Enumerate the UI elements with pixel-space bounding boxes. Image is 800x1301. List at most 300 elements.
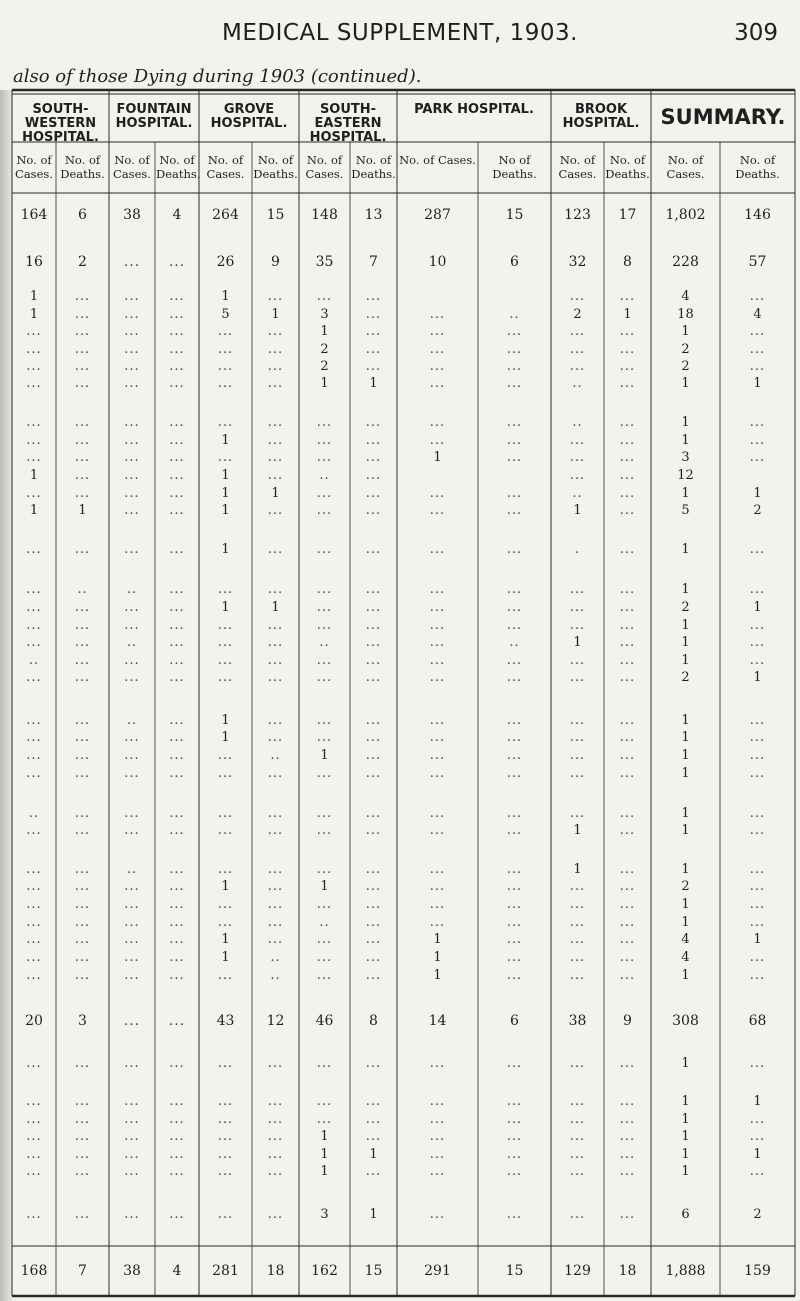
table-cell: ...: [124, 879, 140, 894]
table-cell: ...: [429, 713, 446, 728]
table-cell: ...: [169, 1094, 185, 1109]
table-cell: ...: [316, 823, 333, 838]
table-cell: 1: [271, 486, 280, 501]
table-cell: 1: [681, 415, 690, 430]
table-cell: 1,888: [665, 1263, 706, 1279]
table-cell: 6: [681, 1207, 690, 1222]
table-cell: ...: [619, 415, 636, 430]
table-cell: 1: [681, 1129, 690, 1144]
table-cell: ...: [169, 582, 185, 597]
table-cell: 1: [681, 653, 690, 668]
table-cell: ...: [169, 1056, 185, 1071]
table-cell: 2: [320, 359, 329, 374]
table-cell: ...: [619, 376, 636, 391]
table-cell: ...: [26, 1112, 42, 1127]
table-cell: ...: [316, 766, 333, 781]
table-cell: ...: [316, 503, 333, 518]
table-cell: ...: [74, 542, 91, 557]
table-cell: 6: [510, 254, 519, 270]
table-cell: ..: [270, 950, 281, 965]
table-cell: ...: [267, 1112, 284, 1127]
table-cell: ...: [365, 1164, 382, 1179]
table-cell: ...: [569, 433, 586, 448]
table-cell: ...: [267, 766, 284, 781]
table-cell: ...: [429, 433, 446, 448]
table-cell: ...: [429, 915, 446, 930]
table-cell: 1: [78, 503, 87, 518]
table-cell: ...: [619, 1147, 636, 1162]
table-cell: ...: [506, 359, 523, 374]
table-cell: ...: [26, 713, 42, 728]
table-cell: ...: [74, 324, 91, 339]
table-cell: ...: [169, 635, 185, 650]
table-cell: ...: [365, 730, 382, 745]
table-cell: ...: [749, 915, 766, 930]
table-cell: ...: [169, 713, 185, 728]
table-cell: 5: [221, 307, 230, 322]
table-cell: ...: [619, 503, 636, 518]
table-cell: ...: [365, 503, 382, 518]
column-header: No. of Deaths.: [605, 153, 650, 181]
table-cell: ...: [429, 635, 446, 650]
table-cell: .: [574, 542, 581, 557]
table-cell: ...: [365, 468, 382, 483]
table-cell: ...: [365, 618, 382, 633]
table-cell: ...: [365, 450, 382, 465]
table-cell: ...: [569, 342, 586, 357]
table-cell: ...: [267, 450, 284, 465]
table-cell: ...: [316, 713, 333, 728]
table-cell: 14: [428, 1013, 447, 1029]
table-cell: ...: [26, 618, 42, 633]
table-cell: ...: [569, 1094, 586, 1109]
table-cell: ...: [569, 289, 586, 304]
table-cell: ...: [26, 450, 42, 465]
table-cell: ...: [365, 635, 382, 650]
table-cell: ...: [74, 1129, 91, 1144]
table-cell: ...: [26, 730, 42, 745]
table-cell: ..: [319, 915, 330, 930]
table-cell: ...: [506, 1207, 523, 1222]
table-cell: ...: [429, 862, 446, 877]
table-cell: 1: [681, 730, 690, 745]
table-cell: ...: [124, 1207, 140, 1222]
table-cell: ...: [217, 1207, 234, 1222]
table-cell: 4: [172, 1263, 182, 1279]
table-cell: ...: [124, 670, 140, 685]
table-cell: 264: [212, 207, 239, 223]
table-cell: ...: [169, 1207, 185, 1222]
table-cell: ...: [619, 1207, 636, 1222]
table-cell: 4: [681, 950, 690, 965]
page-title: MEDICAL SUPPLEMENT, 1903.: [222, 20, 578, 46]
table-cell: 2: [753, 1207, 762, 1222]
table-cell: 1: [320, 1129, 329, 1144]
column-header: No. of Cases.: [558, 153, 597, 181]
table-cell: ...: [429, 748, 446, 763]
table-cell: ...: [169, 1129, 185, 1144]
table-cell: ...: [506, 376, 523, 391]
table-cell: ...: [124, 1112, 140, 1127]
table-cell: 43: [216, 1013, 235, 1029]
table-cell: 12: [677, 468, 694, 483]
table-cell: ..: [509, 307, 520, 322]
table-cell: 287: [424, 207, 451, 223]
table-cell: 2: [753, 503, 762, 518]
table-cell: ...: [124, 376, 140, 391]
table-cell: ...: [267, 324, 284, 339]
table-cell: ...: [429, 582, 446, 597]
table-cell: ...: [316, 618, 333, 633]
table-cell: ...: [26, 542, 42, 557]
table-cell: ...: [169, 766, 185, 781]
table-cell: ...: [74, 1207, 91, 1222]
table-cell: ...: [26, 897, 42, 912]
table-cell: 6: [510, 1013, 519, 1029]
table-cell: 1: [681, 713, 690, 728]
table-cell: ...: [316, 730, 333, 745]
table-cell: ...: [365, 806, 382, 821]
table-cell: 1: [221, 503, 230, 518]
table-cell: ...: [267, 415, 284, 430]
table-cell: ...: [365, 1112, 382, 1127]
table-cell: 1: [681, 1094, 690, 1109]
table-cell: ...: [168, 1013, 186, 1029]
table-cell: ...: [74, 713, 91, 728]
table-cell: 12: [266, 1013, 285, 1029]
table-cell: ...: [506, 450, 523, 465]
table-cell: ...: [619, 1112, 636, 1127]
table-cell: ...: [619, 635, 636, 650]
table-cell: 1: [433, 968, 442, 983]
table-cell: ...: [506, 806, 523, 821]
table-cell: 4: [753, 307, 762, 322]
table-cell: ...: [267, 376, 284, 391]
table-cell: ...: [217, 324, 234, 339]
table-cell: 10: [428, 254, 447, 270]
table-cell: 1: [681, 915, 690, 930]
table-cell: ...: [26, 950, 42, 965]
hospital-header: SOUTH-WESTERN HOSPITAL.: [22, 102, 99, 145]
table-cell: 38: [568, 1013, 587, 1029]
table-cell: ...: [74, 748, 91, 763]
table-cell: ..: [319, 468, 330, 483]
table-cell: ...: [506, 653, 523, 668]
table-cell: ...: [124, 653, 140, 668]
table-cell: ...: [74, 1147, 91, 1162]
table-cell: ...: [316, 932, 333, 947]
table-cell: ...: [749, 618, 766, 633]
table-cell: ...: [506, 486, 523, 501]
table-cell: 1: [753, 376, 762, 391]
table-cell: ...: [267, 730, 284, 745]
table-cell: ...: [316, 1094, 333, 1109]
table-cell: ...: [267, 342, 284, 357]
table-cell: ...: [619, 932, 636, 947]
table-cell: ...: [429, 1164, 446, 1179]
table-cell: ...: [749, 359, 766, 374]
table-cell: ...: [365, 897, 382, 912]
table-cell: ...: [217, 450, 234, 465]
table-cell: ...: [569, 450, 586, 465]
table-cell: 16: [25, 254, 43, 270]
table-cell: ...: [124, 730, 140, 745]
table-cell: ...: [429, 542, 446, 557]
table-cell: ...: [749, 635, 766, 650]
table-cell: 1: [753, 670, 762, 685]
table-cell: 1: [29, 307, 39, 322]
table-cell: ...: [74, 618, 91, 633]
table-cell: 1: [681, 486, 690, 501]
table-cell: ...: [569, 730, 586, 745]
column-header: No. of Deaths.: [156, 153, 201, 181]
table-cell: ...: [267, 897, 284, 912]
table-cell: ...: [429, 879, 446, 894]
table-cell: 1: [753, 932, 762, 947]
table-cell: ...: [169, 503, 185, 518]
table-cell: ...: [74, 1112, 91, 1127]
table-cell: ...: [365, 670, 382, 685]
table-cell: ...: [506, 730, 523, 745]
table-cell: ...: [749, 342, 766, 357]
table-cell: 228: [672, 254, 699, 270]
table-cell: 1: [681, 1112, 690, 1127]
table-cell: ...: [74, 635, 91, 650]
table-cell: ...: [74, 730, 91, 745]
table-cell: ...: [569, 713, 586, 728]
table-cell: ...: [365, 324, 382, 339]
table-cell: ...: [619, 289, 636, 304]
table-cell: 291: [424, 1263, 451, 1279]
hospital-header: SUMMARY.: [660, 105, 786, 129]
table-cell: ...: [267, 932, 284, 947]
table-cell: ...: [365, 542, 382, 557]
table-cell: ...: [506, 915, 523, 930]
table-cell: ...: [316, 950, 333, 965]
caption-text: of those Dying during 1903 (continued).: [49, 66, 422, 87]
table-cell: ...: [74, 670, 91, 685]
column-header: No. of Deaths.: [253, 153, 298, 181]
table-cell: ...: [365, 1056, 382, 1071]
table-cell: ...: [749, 289, 766, 304]
table-cell: ...: [619, 823, 636, 838]
table-cell: ...: [74, 450, 91, 465]
table-cell: ...: [569, 897, 586, 912]
table-cell: ...: [429, 503, 446, 518]
table-cell: ...: [169, 359, 185, 374]
table-cell: 18: [677, 307, 694, 322]
table-cell: 1: [221, 713, 230, 728]
table-cell: ...: [619, 670, 636, 685]
table-cell: ...: [26, 1147, 42, 1162]
table-cell: 1: [681, 1147, 690, 1162]
table-cell: ...: [749, 823, 766, 838]
table-cell: ...: [619, 1129, 636, 1144]
table-cell: 1: [681, 823, 690, 838]
table-cell: ...: [619, 968, 636, 983]
table-cell: ...: [429, 1207, 446, 1222]
table-cell: 1: [320, 376, 329, 391]
table-cell: 57: [748, 254, 767, 270]
table-cell: 15: [505, 207, 524, 223]
table-cell: ..: [126, 713, 138, 728]
table-cell: ...: [506, 324, 523, 339]
table-cell: ...: [267, 618, 284, 633]
table-cell: ...: [619, 324, 636, 339]
table-cell: 159: [744, 1263, 771, 1279]
table-cell: ...: [569, 582, 586, 597]
table-cell: ...: [506, 415, 523, 430]
table-cell: ...: [26, 342, 42, 357]
table-cell: ...: [74, 289, 91, 304]
table-cell: 1: [681, 897, 690, 912]
table-cell: ...: [124, 748, 140, 763]
table-cell: ...: [26, 376, 42, 391]
table-cell: 1: [623, 307, 632, 322]
table-cell: ...: [124, 450, 140, 465]
table-cell: 9: [271, 254, 280, 270]
table-cell: ...: [74, 950, 91, 965]
table-cell: 3: [78, 1013, 87, 1029]
table-cell: 1: [221, 600, 230, 615]
table-cell: ...: [267, 635, 284, 650]
table-cell: ...: [217, 1164, 234, 1179]
table-cell: ...: [569, 670, 586, 685]
table-cell: ...: [365, 862, 382, 877]
table-cell: ..: [126, 862, 138, 877]
table-cell: ...: [169, 823, 185, 838]
table-cell: ...: [506, 862, 523, 877]
table-cell: ...: [619, 1056, 636, 1071]
table-cell: ...: [569, 359, 586, 374]
table-cell: ...: [74, 653, 91, 668]
table-cell: ...: [169, 324, 185, 339]
table-cell: ...: [267, 862, 284, 877]
table-cell: ...: [506, 950, 523, 965]
table-cell: ...: [169, 806, 185, 821]
table-cell: ...: [124, 1147, 140, 1162]
table-cell: 1: [681, 1164, 690, 1179]
table-cell: ...: [365, 1129, 382, 1144]
table-cell: ...: [749, 653, 766, 668]
table-cell: 6: [78, 207, 87, 223]
table-cell: ...: [316, 670, 333, 685]
table-cell: ...: [217, 897, 234, 912]
table-cell: ...: [569, 915, 586, 930]
table-cell: ...: [74, 823, 91, 838]
table-cell: ...: [169, 950, 185, 965]
table-cell: ...: [169, 342, 185, 357]
table-cell: ...: [124, 415, 140, 430]
table-cell: ...: [169, 748, 185, 763]
table-cell: 3: [320, 1207, 329, 1222]
column-header: No. of Cases.: [305, 153, 344, 181]
table-cell: ...: [506, 748, 523, 763]
table-cell: ...: [124, 1056, 140, 1071]
table-cell: ...: [749, 433, 766, 448]
table-cell: ...: [506, 503, 523, 518]
table-cell: ...: [429, 618, 446, 633]
table-cell: ...: [74, 1164, 91, 1179]
table-cell: ...: [506, 823, 523, 838]
table-cell: ...: [365, 342, 382, 357]
table-cell: ...: [506, 1094, 523, 1109]
table-cell: ...: [619, 1094, 636, 1109]
table-cell: 1: [221, 932, 230, 947]
table-cell: 7: [78, 1263, 87, 1279]
table-cell: ..: [126, 635, 138, 650]
table-cell: ...: [749, 1164, 766, 1179]
table-cell: ..: [572, 376, 583, 391]
table-cell: ...: [217, 1129, 234, 1144]
table-cell: ..: [77, 582, 88, 597]
table-cell: ...: [316, 289, 333, 304]
table-cell: ...: [217, 823, 234, 838]
table-cell: ...: [619, 1164, 636, 1179]
table-cell: ...: [26, 600, 42, 615]
table-cell: ...: [124, 968, 140, 983]
table-cell: ...: [124, 289, 140, 304]
table-cell: ...: [569, 950, 586, 965]
table-cell: 1: [681, 1056, 690, 1071]
table-cell: ...: [169, 433, 185, 448]
table-cell: 168: [20, 1263, 48, 1279]
table-cell: 1: [681, 806, 690, 821]
table-cell: 1: [221, 730, 230, 745]
table-cell: 3: [681, 450, 690, 465]
table-cell: 1: [221, 542, 230, 557]
table-cell: 46: [315, 1013, 334, 1029]
table-cell: ...: [124, 766, 140, 781]
table-cell: ...: [124, 950, 140, 965]
table-cell: ...: [365, 600, 382, 615]
table-cell: ...: [429, 806, 446, 821]
table-cell: ...: [169, 1147, 185, 1162]
table-cell: ...: [74, 766, 91, 781]
table-cell: ...: [365, 950, 382, 965]
table-cell: ...: [365, 582, 382, 597]
table-cell: ...: [316, 897, 333, 912]
table-cell: ...: [316, 415, 333, 430]
table-cell: ...: [619, 600, 636, 615]
table-cell: 26: [216, 254, 235, 270]
table-cell: 18: [618, 1263, 637, 1279]
table-cell: ...: [217, 1094, 234, 1109]
table-cell: ...: [749, 748, 766, 763]
table-cell: ...: [316, 1056, 333, 1071]
table-cell: 1: [573, 503, 582, 518]
table-cell: ...: [123, 1013, 141, 1029]
table-cell: ...: [365, 307, 382, 322]
table-cell: ...: [26, 1056, 42, 1071]
table-cell: ...: [749, 1112, 766, 1127]
table-cell: ...: [74, 806, 91, 821]
table-cell: ...: [217, 1056, 234, 1071]
table-cell: ...: [217, 968, 234, 983]
table-cell: ...: [217, 342, 234, 357]
table-cell: ...: [619, 468, 636, 483]
table-cell: 148: [311, 207, 338, 223]
table-cell: ..: [270, 748, 281, 763]
table-cell: ...: [619, 653, 636, 668]
table-cell: ...: [217, 1147, 234, 1162]
table-cell: ...: [506, 600, 523, 615]
table-cell: ...: [506, 582, 523, 597]
table-cell: ...: [316, 486, 333, 501]
table-cell: ...: [316, 862, 333, 877]
table-cell: ...: [749, 713, 766, 728]
table-cell: ...: [267, 468, 284, 483]
